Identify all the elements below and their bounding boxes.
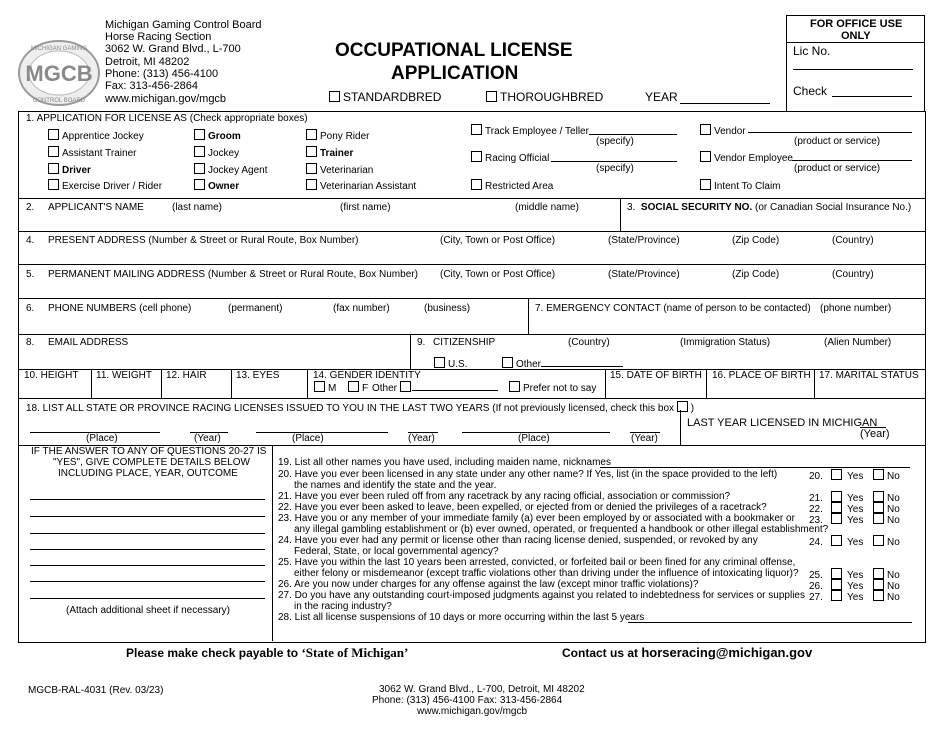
license-place-1-label: (Place): [86, 433, 118, 444]
question-27b: in the racing industry?: [294, 601, 392, 612]
phone-cell-label: PHONE NUMBERS (cell phone): [48, 303, 192, 314]
question-22: 22. Have you ever been asked to leave, been expelled, or ejected from or denied the privileges of a racetrack?: [278, 502, 767, 513]
q22-yes-checkbox[interactable]: [831, 502, 842, 513]
attach-note: (Attach additional sheet if necessary): [66, 605, 230, 616]
present-zip-label: (Zip Code): [732, 235, 780, 246]
q25-no-checkbox[interactable]: [873, 568, 884, 579]
fax-number-label: (fax number): [333, 303, 390, 314]
q26-no-checkbox[interactable]: [873, 579, 884, 590]
present-address-label: PRESENT ADDRESS (Number & Street or Rural Route, Box Number): [48, 235, 359, 246]
check-label: Check: [793, 84, 828, 98]
present-state-label: (State/Province): [608, 235, 680, 246]
license-year-2-label: (Year): [408, 433, 435, 444]
mailing-address-num: 5.: [26, 269, 35, 280]
q21-yes-checkbox[interactable]: [831, 491, 842, 502]
q20-no-checkbox[interactable]: [873, 469, 884, 480]
opt-exercise-driver[interactable]: Exercise Driver / Rider: [48, 179, 162, 192]
opt-pony-rider[interactable]: Pony Rider: [306, 129, 369, 142]
opt-groom[interactable]: Groom: [194, 129, 241, 142]
q20-yes-checkbox[interactable]: [831, 469, 842, 480]
agency-city: Detroit, MI 48202: [105, 56, 190, 68]
details-line-3[interactable]: [30, 533, 265, 534]
opt-apprentice-jockey[interactable]: Apprentice Jockey: [48, 129, 144, 142]
logo-ring-bottom: CONTROL BOARD: [32, 98, 86, 104]
applicant-name-label: APPLICANT'S NAME: [48, 202, 144, 213]
licenses-label: 18. LIST ALL STATE OR PROVINCE RACING LICENSES ISSUED TO YOU IN THE LAST TWO YEARS (If not previously licensed, check this box ): [26, 403, 695, 414]
standardbred-label: STANDARDBRED: [343, 90, 442, 104]
q22-no-checkbox[interactable]: [873, 502, 884, 513]
ssn-label: 3. SOCIAL SECURITY NO. (or Canadian Social Insurance No.): [627, 202, 912, 213]
email-label: EMAIL ADDRESS: [48, 337, 129, 348]
thoroughbred-checkbox[interactable]: [486, 91, 497, 102]
thoroughbred-label: THOROUGHBRED: [500, 90, 604, 104]
gender-m-option[interactable]: M: [314, 381, 336, 394]
middle-name-label: (middle name): [515, 202, 579, 213]
q27-no-checkbox[interactable]: [873, 590, 884, 601]
q25-yes-checkbox[interactable]: [831, 568, 842, 579]
q26-yes-checkbox[interactable]: [831, 579, 842, 590]
q27-yes-checkbox[interactable]: [831, 590, 842, 601]
specify-label-2: (specify): [596, 163, 634, 174]
answer-row-25: 25. Yes No: [809, 570, 900, 581]
citizenship-country-label: (Country): [568, 337, 610, 348]
q23-yes-checkbox[interactable]: [831, 513, 842, 524]
license-place-3-label: (Place): [518, 433, 550, 444]
logo-text: MGCB: [25, 61, 93, 86]
question-23b: any illegal gambling establishment or (b) ever owned, operated, or frequented a handbook or other illegal establishment?: [294, 524, 829, 535]
question-25b: either felony or misdemeanor (except traffic violations other than driving under the influence of intoxicating liquor)?: [294, 568, 799, 579]
weight-label: 11. WEIGHT: [96, 370, 152, 381]
details-note-2: "YES", GIVE COMPLETE DETAILS BELOW: [53, 457, 250, 468]
vendor-field[interactable]: [748, 132, 912, 133]
opt-intent-to-claim[interactable]: Intent To Claim: [700, 179, 781, 192]
opt-restricted-area[interactable]: Restricted Area: [471, 179, 553, 192]
answer-row-23: 23. Yes No: [809, 515, 900, 526]
section1-heading: 1. APPLICATION FOR LICENSE AS (Check appropriate boxes): [26, 113, 308, 124]
emergency-contact-label: 7. EMERGENCY CONTACT (name of person to be contacted): [535, 303, 811, 314]
racing-official-specify-field[interactable]: [551, 161, 677, 162]
answer-row-26: 26. Yes No: [809, 581, 900, 592]
height-label: 10. HEIGHT: [24, 370, 79, 381]
details-line-6[interactable]: [30, 581, 265, 582]
payable-note: Please make check payable to ‘State of Michigan’: [126, 645, 409, 660]
phone-permanent-label: (permanent): [228, 303, 283, 314]
email-num: 8.: [26, 337, 35, 348]
first-name-label: (first name): [340, 202, 391, 213]
contact-note: Contact us at horseracing@michigan.gov: [562, 645, 813, 660]
question-26: 26. Are you now under charges for any offense against the law (except minor traffic violations)?: [278, 579, 699, 590]
agency-name: Michigan Gaming Control Board: [105, 19, 262, 31]
answer-row-20: 20. Yes No: [809, 471, 900, 482]
license-year-3-label: (Year): [631, 433, 658, 444]
lic-no-field[interactable]: [793, 69, 913, 70]
check-field[interactable]: [832, 96, 912, 97]
lic-no-label: Lic No.: [793, 44, 831, 58]
date-of-birth-label: 15. DATE OF BIRTH: [610, 370, 702, 381]
gender-other-option[interactable]: Other: [372, 381, 414, 394]
present-address-num: 4.: [26, 235, 35, 246]
alien-number-label: (Alien Number): [824, 337, 892, 348]
q23-no-checkbox[interactable]: [873, 513, 884, 524]
question-28: 28. List all license suspensions of 10 days or more occurring within the last 5 years: [278, 612, 645, 623]
form-id: MGCB-RAL-4031 (Rev. 03/23): [28, 685, 164, 696]
mailing-zip-label: (Zip Code): [732, 269, 780, 280]
opt-vendor-employee[interactable]: Vendor Employee: [700, 151, 793, 164]
opt-owner[interactable]: Owner: [194, 179, 239, 192]
mgcb-logo: [14, 38, 104, 108]
q24-no-checkbox[interactable]: [873, 535, 884, 546]
specify-label-1: (specify): [596, 136, 634, 147]
footer-web: www.michigan.gov/mgcb: [417, 706, 528, 717]
product-label-2: (product or service): [794, 163, 881, 174]
mailing-address-label: PERMANENT MAILING ADDRESS (Number & Street or Rural Route, Box Number): [48, 269, 418, 280]
business-phone-label: (business): [424, 303, 471, 314]
mailing-state-label: (State/Province): [608, 269, 680, 280]
mailing-city-label: (City, Town or Post Office): [440, 269, 556, 280]
opt-vendor[interactable]: Vendor: [700, 124, 746, 137]
details-line-4[interactable]: [30, 549, 265, 550]
details-line-1[interactable]: [30, 499, 265, 500]
answer-row-22: 22. Yes No: [809, 504, 900, 515]
license-place-2-label: (Place): [292, 433, 324, 444]
standardbred-checkbox[interactable]: [329, 91, 340, 102]
answer-row-27: 27. Yes No: [809, 592, 900, 603]
form-title-line2: APPLICATION: [391, 63, 519, 84]
place-of-birth-label: 16. PLACE OF BIRTH: [712, 370, 811, 381]
name-num: 2.: [26, 202, 35, 213]
opt-jockey-agent[interactable]: Jockey Agent: [194, 163, 267, 176]
last-year-licensed-year-label: (Year): [860, 428, 890, 440]
product-label-1: (product or service): [794, 136, 881, 147]
gender-f-option[interactable]: F: [348, 381, 368, 394]
details-line-2[interactable]: [30, 516, 265, 517]
marital-status-label: 17. MARITAL STATUS: [819, 370, 919, 381]
opt-driver[interactable]: Driver: [48, 163, 91, 176]
question-20b: the names and identify the state and the year.: [294, 480, 497, 491]
q24-yes-checkbox[interactable]: [831, 535, 842, 546]
vendor-employee-field[interactable]: [792, 160, 912, 161]
question-21: 21. Have you ever been ruled off from any racetrack by any racing official, association or commission?: [278, 491, 731, 502]
citizenship-us-option[interactable]: U.S.: [434, 357, 467, 370]
phone-num: 6.: [26, 303, 35, 314]
gender-other-field[interactable]: [412, 390, 498, 391]
details-line-5[interactable]: [30, 565, 265, 566]
q28-field[interactable]: [628, 622, 912, 623]
agency-section: Horse Racing Section: [105, 31, 212, 43]
question-19: 19. List all other names you have used, including maiden name, nicknames: [278, 457, 611, 468]
agency-phone: Phone: (313) 456-4100: [105, 68, 219, 80]
license-year-1-label: (Year): [194, 433, 221, 444]
track-employee-specify-field[interactable]: [589, 134, 677, 135]
mailing-country-label: (Country): [832, 269, 874, 280]
year-label: YEAR: [645, 90, 678, 104]
gender-prefer-option[interactable]: Prefer not to say: [509, 381, 596, 394]
details-line-7[interactable]: [30, 598, 265, 599]
office-heading-2: ONLY: [841, 30, 871, 42]
opt-veterinarian-assistant[interactable]: Veterinarian Assistant: [306, 179, 416, 192]
opt-racing-official[interactable]: Racing Official: [471, 151, 549, 164]
immigration-status-label: (Immigration Status): [680, 337, 771, 348]
question-25a: 25. Have you within the last 10 years been arrested, convicted, or forfeited bail or been fined for any criminal offense,: [278, 557, 796, 568]
opt-track-employee[interactable]: Track Employee / Teller: [471, 124, 589, 137]
q21-no-checkbox[interactable]: [873, 491, 884, 502]
question-24b: Federal, State, or local governmental agency?: [294, 546, 499, 557]
citizenship-num: 9.: [417, 337, 426, 348]
agency-fax: Fax: 313-456-2864: [105, 80, 198, 92]
hair-label: 12. HAIR: [166, 370, 207, 381]
year-field[interactable]: [680, 103, 770, 104]
office-heading-1: FOR OFFICE USE: [810, 18, 903, 30]
question-24a: 24. Have you ever had any permit or license other than racing license denied, suspended, or revoked by any: [278, 535, 758, 546]
present-country-label: (Country): [832, 235, 874, 246]
footer-phone: Phone: (313) 456-4100 Fax: 313-456-2864: [372, 695, 563, 706]
eyes-label: 13. EYES: [236, 370, 280, 381]
emergency-phone-label: (phone number): [820, 303, 892, 314]
answer-row-21: 21. Yes No: [809, 493, 900, 504]
opt-assistant-trainer[interactable]: Assistant Trainer: [48, 146, 136, 159]
details-note-1: IF THE ANSWER TO ANY OF QUESTIONS 20-27 IS: [31, 446, 267, 457]
details-note-3: INCLUDING PLACE, YEAR, OUTCOME: [58, 468, 238, 479]
citizenship-label: CITIZENSHIP: [433, 337, 496, 348]
not-previously-licensed-checkbox[interactable]: [677, 401, 688, 412]
last-year-licensed-label: LAST YEAR LICENSED IN MICHIGAN: [687, 417, 878, 429]
thoroughbred-option[interactable]: [486, 90, 603, 104]
citizenship-other-option[interactable]: Other: [502, 357, 541, 370]
opt-jockey[interactable]: Jockey: [194, 146, 239, 159]
agency-address: 3062 W. Grand Blvd., L-700: [105, 43, 241, 55]
agency-web: www.michigan.gov/mgcb: [105, 93, 227, 105]
q19-field[interactable]: [600, 467, 910, 468]
citizenship-other-field[interactable]: [541, 366, 623, 367]
present-city-label: (City, Town or Post Office): [440, 235, 556, 246]
question-23a: 23. Have you or any member of your immediate family (a) ever been employed by or associated with a bookmaker or: [278, 513, 795, 524]
gender-identity-label: 14. GENDER IDENTITY: [313, 370, 421, 381]
logo-ring-top: MICHIGAN GAMING: [30, 46, 88, 52]
answer-row-24: 24. Yes No: [809, 537, 900, 548]
question-27a: 27. Do you have any outstanding court-imposed judgments against you related to indebtedness for services or supplies: [278, 590, 805, 601]
opt-veterinarian[interactable]: Veterinarian: [306, 163, 373, 176]
question-20a: 20. Have you ever been licensed in any state under any other name? If Yes, list (in the space provided to the left): [278, 469, 778, 480]
form-title-line1: OCCUPATIONAL LICENSE: [335, 40, 573, 61]
standardbred-option[interactable]: [329, 90, 441, 104]
last-name-label: (last name): [172, 202, 223, 213]
footer-address: 3062 W. Grand Blvd., L-700, Detroit, MI 48202: [379, 684, 585, 695]
opt-trainer[interactable]: Trainer: [306, 146, 353, 159]
